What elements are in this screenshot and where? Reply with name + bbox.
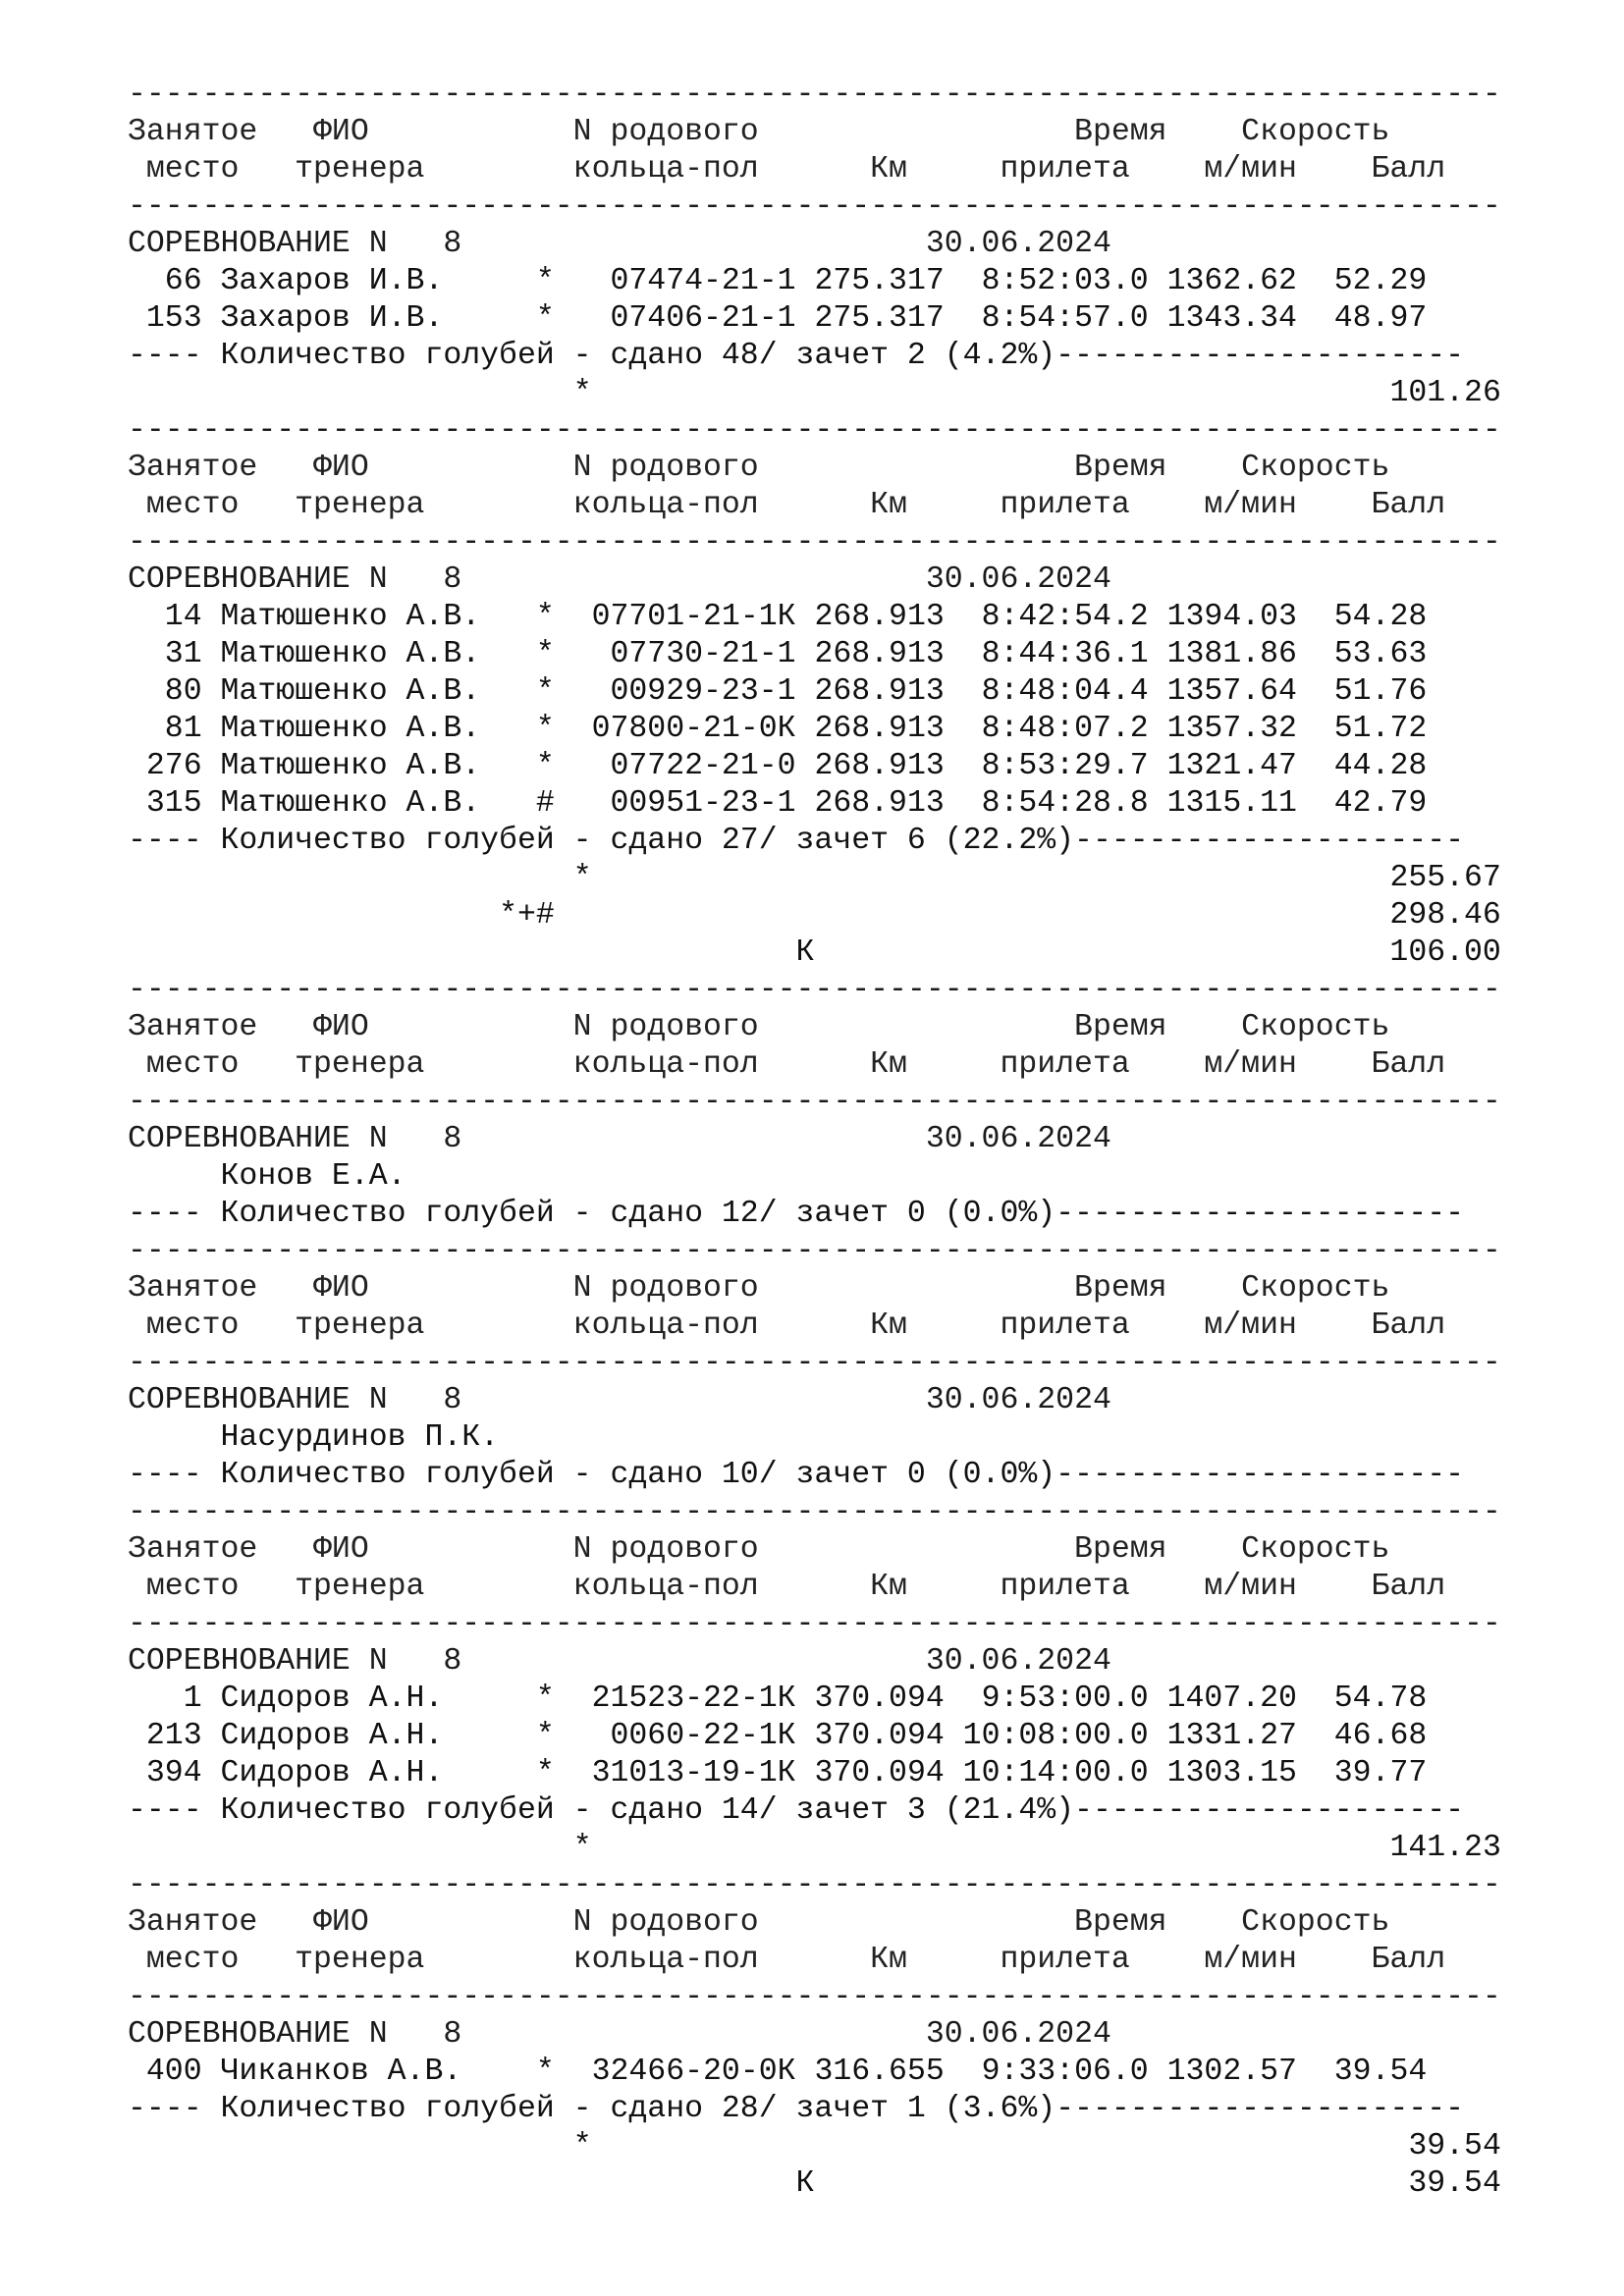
cell-mark: * (535, 301, 573, 336)
cell-mark: * (535, 1756, 573, 1790)
competition-date: 30.06.2024 (925, 562, 1111, 597)
cell-speed: 1407.20 (1166, 1682, 1297, 1716)
competition-line (128, 2016, 1501, 2054)
cell-km: 268.913 (814, 674, 945, 709)
competition-date: 30.06.2024 (925, 2017, 1111, 2052)
total-line (128, 860, 1501, 897)
cell-score: 53.63 (1296, 637, 1428, 671)
result-row (128, 300, 1501, 338)
cell-ring: 00951-23-1 (572, 786, 815, 821)
cell-ring: 31013-19-1К (572, 1756, 815, 1790)
cell-name: Матюшенко А.В. (220, 637, 536, 671)
cell-score: 54.28 (1296, 600, 1428, 634)
total-label: * (572, 376, 592, 410)
competition-title: СОРЕВНОВАНИЕ N 8 (128, 1383, 926, 1417)
separator-line: -------------------------------------------------------------------------- (128, 189, 1501, 224)
competition-date: 30.06.2024 (925, 1644, 1111, 1679)
total-line (128, 2165, 1501, 2203)
total-label: * (572, 1831, 592, 1865)
result-row (128, 673, 1501, 711)
cell-name: Сидоров А.Н. (220, 1719, 536, 1753)
cell-ring: 00929-23-1 (572, 674, 815, 709)
cell-km: 268.913 (814, 749, 945, 783)
total-line (128, 1830, 1501, 1867)
cell-speed: 1343.34 (1166, 301, 1297, 336)
total-value: 39.54 (1408, 2166, 1501, 2201)
cell-score: 39.77 (1296, 1756, 1428, 1790)
cell-name: Матюшенко А.В. (220, 749, 536, 783)
separator-line: -------------------------------------------------------------------------- (128, 1085, 1501, 1119)
cell-name: Захаров И.В. (220, 264, 536, 298)
separator-line: -------------------------------------------------------------------------- (128, 413, 1501, 448)
cell-score: 48.97 (1296, 301, 1428, 336)
cell-ring: 07722-21-0 (572, 749, 815, 783)
result-row (128, 636, 1501, 673)
summary-line: ---- Количество голубей - сдано 27/ зачет 6 (22.2%)--------------------- (128, 824, 1465, 858)
cell-score: 44.28 (1296, 749, 1428, 783)
summary-line: ---- Количество голубей - сдано 48/ зачет 2 (4.2%)---------------------- (128, 339, 1465, 373)
summary-line: ---- Количество голубей - сдано 12/ зачет 0 (0.0%)---------------------- (128, 1197, 1465, 1231)
total-line (128, 897, 1501, 934)
cell-time: 8:53:29.7 (944, 749, 1167, 783)
competition-date: 30.06.2024 (925, 1383, 1111, 1417)
total-value: 255.67 (1389, 861, 1501, 895)
total-value: 141.23 (1389, 1831, 1501, 1865)
competition-date: 30.06.2024 (925, 1122, 1111, 1156)
cell-time: 8:48:04.4 (944, 674, 1167, 709)
cell-place: 66 (128, 264, 221, 298)
cell-speed: 1357.64 (1166, 674, 1297, 709)
cell-km: 370.094 (814, 1756, 945, 1790)
cell-ring: 0060-22-1К (572, 1719, 815, 1753)
cell-place: 14 (128, 600, 221, 634)
competition-title: СОРЕВНОВАНИЕ N 8 (128, 1122, 926, 1156)
competition-date: 30.06.2024 (925, 227, 1111, 261)
cell-score: 52.29 (1296, 264, 1428, 298)
separator-line: -------------------------------------------------------------------------- (128, 1346, 1501, 1380)
cell-score: 42.79 (1296, 786, 1428, 821)
cell-name: Сидоров А.Н. (220, 1756, 536, 1790)
cell-speed: 1321.47 (1166, 749, 1297, 783)
cell-time: 8:44:36.1 (944, 637, 1167, 671)
cell-score: 51.76 (1296, 674, 1428, 709)
cell-name: Матюшенко А.В. (220, 786, 536, 821)
cell-ring: 07800-21-0К (572, 712, 815, 746)
column-header-line1: Занятое ФИО N родового Время Скорость (128, 1271, 1390, 1306)
cell-km: 268.913 (814, 786, 945, 821)
trainer-name: Насурдинов П.К. (220, 1420, 500, 1455)
competition-line (128, 561, 1501, 599)
cell-place: 394 (128, 1756, 221, 1790)
result-row (128, 2054, 1501, 2091)
cell-name: Чиканков А.В. (220, 2055, 536, 2089)
competition-line (128, 1643, 1501, 1681)
cell-ring: 07701-21-1К (572, 600, 815, 634)
cell-ring: 32466-20-0К (572, 2055, 815, 2089)
cell-name: Матюшенко А.В. (220, 712, 536, 746)
separator-line: -------------------------------------------------------------------------- (128, 525, 1501, 560)
cell-ring: 21523-22-1К (572, 1682, 815, 1716)
cell-mark: * (535, 637, 573, 671)
total-label: *+# (499, 898, 555, 933)
cell-time: 8:54:28.8 (944, 786, 1167, 821)
cell-place: 400 (128, 2055, 221, 2089)
total-value: 298.46 (1389, 898, 1501, 933)
separator-line: -------------------------------------------------------------------------- (128, 973, 1501, 1007)
competition-title: СОРЕВНОВАНИЕ N 8 (128, 562, 926, 597)
cell-mark: * (535, 712, 573, 746)
cell-place: 315 (128, 786, 221, 821)
cell-time: 9:33:06.0 (944, 2055, 1167, 2089)
cell-score: 39.54 (1296, 2055, 1428, 2089)
cell-place: 276 (128, 749, 221, 783)
result-row (128, 711, 1501, 748)
cell-time: 10:08:00.0 (944, 1719, 1167, 1753)
summary-line: ---- Количество голубей - сдано 28/ зачет 1 (3.6%)---------------------- (128, 2092, 1465, 2126)
cell-score: 46.68 (1296, 1719, 1428, 1753)
result-row (128, 263, 1501, 300)
cell-time: 10:14:00.0 (944, 1756, 1167, 1790)
cell-km: 268.913 (814, 637, 945, 671)
competition-title: СОРЕВНОВАНИЕ N 8 (128, 2017, 926, 2052)
cell-mark: * (535, 264, 573, 298)
competition-line (128, 1121, 1501, 1158)
cell-km: 370.094 (814, 1682, 945, 1716)
cell-time: 9:53:00.0 (944, 1682, 1167, 1716)
cell-time: 8:48:07.2 (944, 712, 1167, 746)
result-row (128, 1755, 1501, 1792)
cell-km: 370.094 (814, 1719, 945, 1753)
cell-speed: 1302.57 (1166, 2055, 1297, 2089)
cell-km: 275.317 (814, 301, 945, 336)
cell-mark: # (535, 786, 573, 821)
cell-speed: 1357.32 (1166, 712, 1297, 746)
total-value: 39.54 (1408, 2129, 1501, 2163)
competition-line (128, 226, 1501, 263)
result-row (128, 1718, 1501, 1755)
column-header-line2: место тренера кольца-пол Км прилета м/мин Балл (128, 1943, 1446, 1977)
total-value: 106.00 (1389, 935, 1501, 970)
result-row (128, 599, 1501, 636)
separator-line: -------------------------------------------------------------------------- (128, 1980, 1501, 2014)
cell-km: 316.655 (814, 2055, 945, 2089)
total-line (128, 375, 1501, 412)
column-header-line2: место тренера кольца-пол Км прилета м/мин Балл (128, 1570, 1446, 1604)
cell-mark: * (535, 674, 573, 709)
cell-km: 268.913 (814, 600, 945, 634)
cell-ring: 07474-21-1 (572, 264, 815, 298)
competition-title: СОРЕВНОВАНИЕ N 8 (128, 227, 926, 261)
cell-score: 54.78 (1296, 1682, 1428, 1716)
cell-place: 213 (128, 1719, 221, 1753)
cell-mark: * (535, 1719, 573, 1753)
separator-line: -------------------------------------------------------------------------- (128, 1607, 1501, 1641)
column-header-line2: место тренера кольца-пол Км прилета м/мин Балл (128, 1047, 1446, 1082)
competition-title: СОРЕВНОВАНИЕ N 8 (128, 1644, 926, 1679)
competition-line (128, 1382, 1501, 1419)
cell-speed: 1381.86 (1166, 637, 1297, 671)
cell-place: 1 (128, 1682, 221, 1716)
column-header-line2: место тренера кольца-пол Км прилета м/мин Балл (128, 488, 1446, 522)
separator-line: -------------------------------------------------------------------------- (128, 1234, 1501, 1268)
cell-speed: 1362.62 (1166, 264, 1297, 298)
cell-mark: * (535, 600, 573, 634)
cell-place: 31 (128, 637, 221, 671)
result-row (128, 785, 1501, 823)
separator-line: -------------------------------------------------------------------------- (128, 78, 1501, 112)
results-document (128, 77, 1501, 2203)
column-header-line2: место тренера кольца-пол Км прилета м/мин Балл (128, 1308, 1446, 1343)
cell-place: 153 (128, 301, 221, 336)
total-label: К (795, 935, 815, 970)
cell-ring: 07730-21-1 (572, 637, 815, 671)
cell-time: 8:54:57.0 (944, 301, 1167, 336)
cell-mark: * (535, 749, 573, 783)
cell-name: Матюшенко А.В. (220, 600, 536, 634)
cell-name: Захаров И.В. (220, 301, 536, 336)
total-value: 101.26 (1389, 376, 1501, 410)
trainer-name: Конов Е.А. (220, 1159, 406, 1194)
column-header-line1: Занятое ФИО N родового Время Скорость (128, 1010, 1390, 1044)
result-row (128, 1681, 1501, 1718)
summary-line: ---- Количество голубей - сдано 10/ зачет 0 (0.0%)---------------------- (128, 1458, 1465, 1492)
no-result-trainer (128, 1158, 1501, 1196)
cell-ring: 07406-21-1 (572, 301, 815, 336)
cell-score: 51.72 (1296, 712, 1428, 746)
cell-time: 8:52:03.0 (944, 264, 1167, 298)
total-line (128, 934, 1501, 972)
total-label: К (795, 2166, 815, 2201)
cell-name: Матюшенко А.В. (220, 674, 536, 709)
cell-time: 8:42:54.2 (944, 600, 1167, 634)
result-row (128, 748, 1501, 785)
cell-place: 80 (128, 674, 221, 709)
separator-line: -------------------------------------------------------------------------- (128, 1495, 1501, 1529)
total-label: * (572, 861, 592, 895)
cell-name: Сидоров А.Н. (220, 1682, 536, 1716)
column-header-line2: место тренера кольца-пол Км прилета м/мин Балл (128, 152, 1446, 187)
cell-km: 268.913 (814, 712, 945, 746)
cell-km: 275.317 (814, 264, 945, 298)
total-line (128, 2128, 1501, 2165)
cell-speed: 1331.27 (1166, 1719, 1297, 1753)
cell-place: 81 (128, 712, 221, 746)
cell-mark: * (535, 2055, 573, 2089)
column-header-line1: Занятое ФИО N родового Время Скорость (128, 451, 1390, 485)
cell-speed: 1303.15 (1166, 1756, 1297, 1790)
cell-speed: 1394.03 (1166, 600, 1297, 634)
cell-mark: * (535, 1682, 573, 1716)
column-header-line1: Занятое ФИО N родового Время Скорость (128, 115, 1390, 149)
total-label: * (572, 2129, 592, 2163)
cell-speed: 1315.11 (1166, 786, 1297, 821)
separator-line: -------------------------------------------------------------------------- (128, 1868, 1501, 1902)
column-header-line1: Занятое ФИО N родового Время Скорость (128, 1532, 1390, 1567)
summary-line: ---- Количество голубей - сдано 14/ зачет 3 (21.4%)--------------------- (128, 1793, 1465, 1828)
column-header-line1: Занятое ФИО N родового Время Скорость (128, 1905, 1390, 1940)
no-result-trainer (128, 1419, 1501, 1457)
